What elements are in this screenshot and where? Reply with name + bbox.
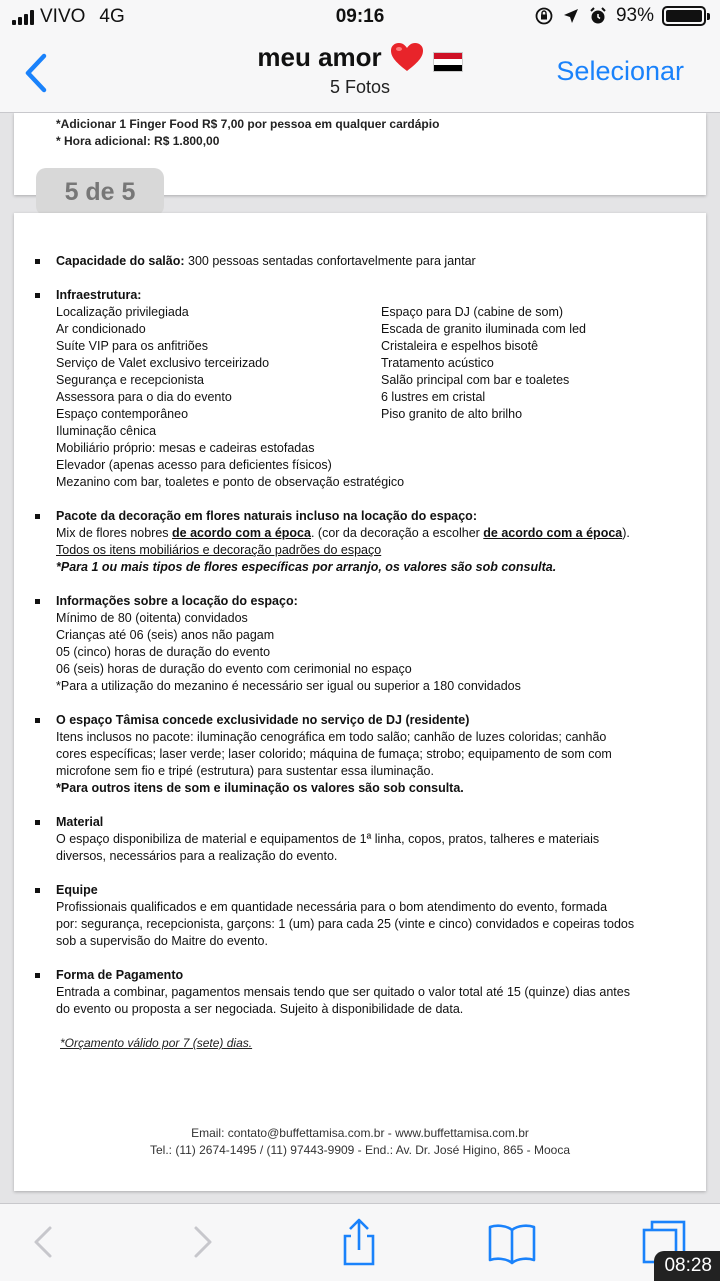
bullet	[35, 293, 40, 298]
select-button[interactable]: Selecionar	[556, 56, 684, 86]
status-right	[534, 5, 706, 27]
share-button[interactable]	[333, 1216, 385, 1268]
infra-item: Assessora para o dia do evento	[56, 390, 232, 404]
dj-line: cores específicas; laser verde; laser colorido; máquina de fumaça; strobo; equipamento de som com	[56, 747, 612, 761]
decor-emphasis: de acordo com a época	[172, 526, 311, 540]
decor-title: Pacote da decoração em flores naturais incluso na locação do espaço:	[56, 509, 477, 523]
footer-email: Email: contato@buffettamisa.com.br - www.buffettamisa.com.br	[191, 1126, 529, 1140]
info-line: *Para a utilização do mezanino é necessário ser igual ou superior a 180 convidados	[56, 679, 521, 693]
photo-counter-badge: 5 de 5	[36, 168, 164, 216]
decor-emphasis: de acordo com a época	[483, 526, 623, 540]
infra-item: Localização privilegiada	[56, 305, 189, 319]
prev-line-2: * Hora adicional: R$ 1.800,00	[56, 134, 220, 148]
info-line: Mínimo de 80 (oitenta) convidados	[56, 611, 248, 625]
info-line: 06 (seis) horas de duração do evento com cerimonial no espaço	[56, 662, 412, 676]
bullet	[35, 599, 40, 604]
material-section	[56, 814, 666, 865]
decor-line-2: Todos os itens mobiliários e decoração padrões do espaço	[56, 543, 382, 557]
infra-item: Ar condicionado	[56, 322, 146, 336]
infra-item: Escada de granito iluminada com led	[381, 322, 586, 336]
infra-item: Mezanino com bar, toaletes e ponto de observação estratégico	[56, 475, 405, 489]
infra-item: Espaço para DJ (cabine de som)	[381, 305, 564, 319]
decor-note: *Para 1 ou mais tipos de flores específicas por arranjo, os valores são sob consulta.	[56, 560, 557, 574]
infra-item: 6 lustres em cristal	[381, 390, 486, 404]
decor-section	[56, 508, 666, 576]
validity-note: *Orçamento válido por 7 (sete) dias.	[60, 1036, 253, 1050]
infra-title: Infraestrutura:	[56, 288, 142, 302]
battery-percent: 93%	[615, 5, 654, 26]
photo-viewer[interactable]	[0, 113, 720, 1203]
decor-text: . (cor da decoração a escolher	[310, 526, 484, 540]
info-line: 05 (cinco) horas de duração do evento	[56, 645, 271, 659]
capacity-text: 300 pessoas sentadas confortavelmente para jantar	[188, 254, 476, 268]
team-title: Equipe	[56, 883, 98, 897]
document-page	[14, 213, 706, 1191]
document-body	[56, 253, 666, 1052]
info-section	[56, 593, 666, 695]
infra-item: Piso granito de alto brilho	[381, 407, 523, 421]
bullet	[35, 514, 40, 519]
decor-line-1	[56, 525, 666, 542]
info-title: Informações sobre a locação do espaço:	[56, 594, 298, 608]
payment-line: Entrada a combinar, pagamentos mensais tendo que ser quitado o valor total até 15 (quinze) dias antes	[56, 985, 630, 999]
bullet	[35, 820, 40, 825]
capacity-section	[56, 253, 666, 270]
infra-item: Suíte VIP para os anfitriões	[56, 339, 208, 353]
book-icon	[486, 1216, 538, 1268]
location-icon	[562, 7, 580, 25]
bullet	[35, 888, 40, 893]
battery-icon	[662, 6, 706, 26]
infra-item: Iluminação cênica	[56, 424, 157, 438]
bullet	[35, 718, 40, 723]
forward-nav-button[interactable]	[176, 1216, 228, 1268]
infra-right-column	[381, 304, 666, 491]
info-line: Crianças até 06 (seis) anos não pagam	[56, 628, 275, 642]
photo-count: 5 Fotos	[329, 77, 391, 97]
bookmarks-button[interactable]	[486, 1216, 538, 1268]
back-nav-button[interactable]	[18, 1216, 70, 1268]
prev-line-1: *Adicionar 1 Finger Food R$ 7,00 por pessoa em qualquer cardápio	[56, 117, 440, 131]
material-title: Material	[56, 815, 104, 829]
material-line: O espaço disponibiliza de material e equipamentos de 1ª linha, copos, pratos, talheres e materiais	[56, 832, 600, 846]
album-title: meu amor	[257, 42, 382, 72]
infra-item: Tratamento acústico	[381, 356, 494, 370]
team-line: por: segurança, recepcionista, garçons: 1 (um) para cada 25 (vinte e cinco) convidados e copeiras todos	[56, 917, 635, 931]
heart-icon	[390, 42, 424, 72]
chevron-right-icon	[176, 1216, 228, 1268]
payment-line: do evento ou proposta a ser negociada. Sujeito à disponibilidade de data.	[56, 1002, 464, 1016]
status-time: 09:16	[335, 6, 385, 27]
infra-item: Elevador (apenas acesso para deficientes físicos)	[56, 458, 332, 472]
infra-columns	[56, 304, 666, 491]
nav-bar	[0, 36, 720, 113]
egypt-flag-icon	[433, 52, 463, 72]
bottom-toolbar	[0, 1203, 720, 1281]
dj-line: Itens inclusos no pacote: iluminação cenográfica em todo salão; canhão de luzes coloridas; canhão	[56, 730, 607, 744]
infra-item: Espaço contemporâneo	[56, 407, 189, 421]
alarm-icon	[588, 6, 608, 26]
team-section	[56, 882, 666, 950]
carrier-label: VIVO	[40, 6, 86, 27]
payment-section	[56, 967, 666, 1018]
network-label: 4G	[99, 6, 125, 27]
infra-item: Segurança e recepcionista	[56, 373, 205, 387]
team-line: Profissionais qualificados e em quantidade necessária para o bom atendimento do evento, formada	[56, 900, 608, 914]
footer-contact: Tel.: (11) 2674-1495 / (11) 97443-9909 - End.: Av. Dr. José Higino, 865 - Mooca	[149, 1143, 571, 1157]
status-bar	[0, 0, 720, 36]
decor-text: ).	[622, 526, 630, 540]
bullet	[35, 973, 40, 978]
overlay-time: 08:28	[654, 1251, 720, 1281]
infra-item: Serviço de Valet exclusivo terceirizado	[56, 356, 270, 370]
infra-item: Salão principal com bar e toaletes	[381, 373, 570, 387]
dj-title: O espaço Tâmisa concede exclusividade no serviço de DJ (residente)	[56, 713, 470, 727]
team-line: sob a supervisão do Maitre do evento.	[56, 934, 268, 948]
material-line: diversos, necessários para a realização do evento.	[56, 849, 338, 863]
dj-section	[56, 712, 666, 797]
validity-row	[56, 1035, 666, 1052]
infra-section	[56, 287, 666, 491]
decor-text: Mix de flores nobres	[56, 526, 173, 540]
infra-left-column	[56, 304, 405, 491]
share-icon	[333, 1216, 385, 1268]
bullet	[35, 259, 40, 264]
capacity-label: Capacidade do salão:	[56, 254, 185, 268]
chevron-left-icon	[18, 1216, 70, 1268]
document-footer	[14, 1125, 706, 1159]
dj-line: microfone sem fio e tripé (estrutura) para sustentar essa iluminação.	[56, 764, 434, 778]
dj-note: *Para outros itens de som e iluminação os valores são sob consulta.	[56, 781, 464, 795]
orientation-lock-icon	[534, 6, 554, 26]
infra-item: Cristaleira e espelhos bisotê	[381, 339, 539, 353]
payment-title: Forma de Pagamento	[56, 968, 184, 982]
infra-item: Mobiliário próprio: mesas e cadeiras estofadas	[56, 441, 315, 455]
